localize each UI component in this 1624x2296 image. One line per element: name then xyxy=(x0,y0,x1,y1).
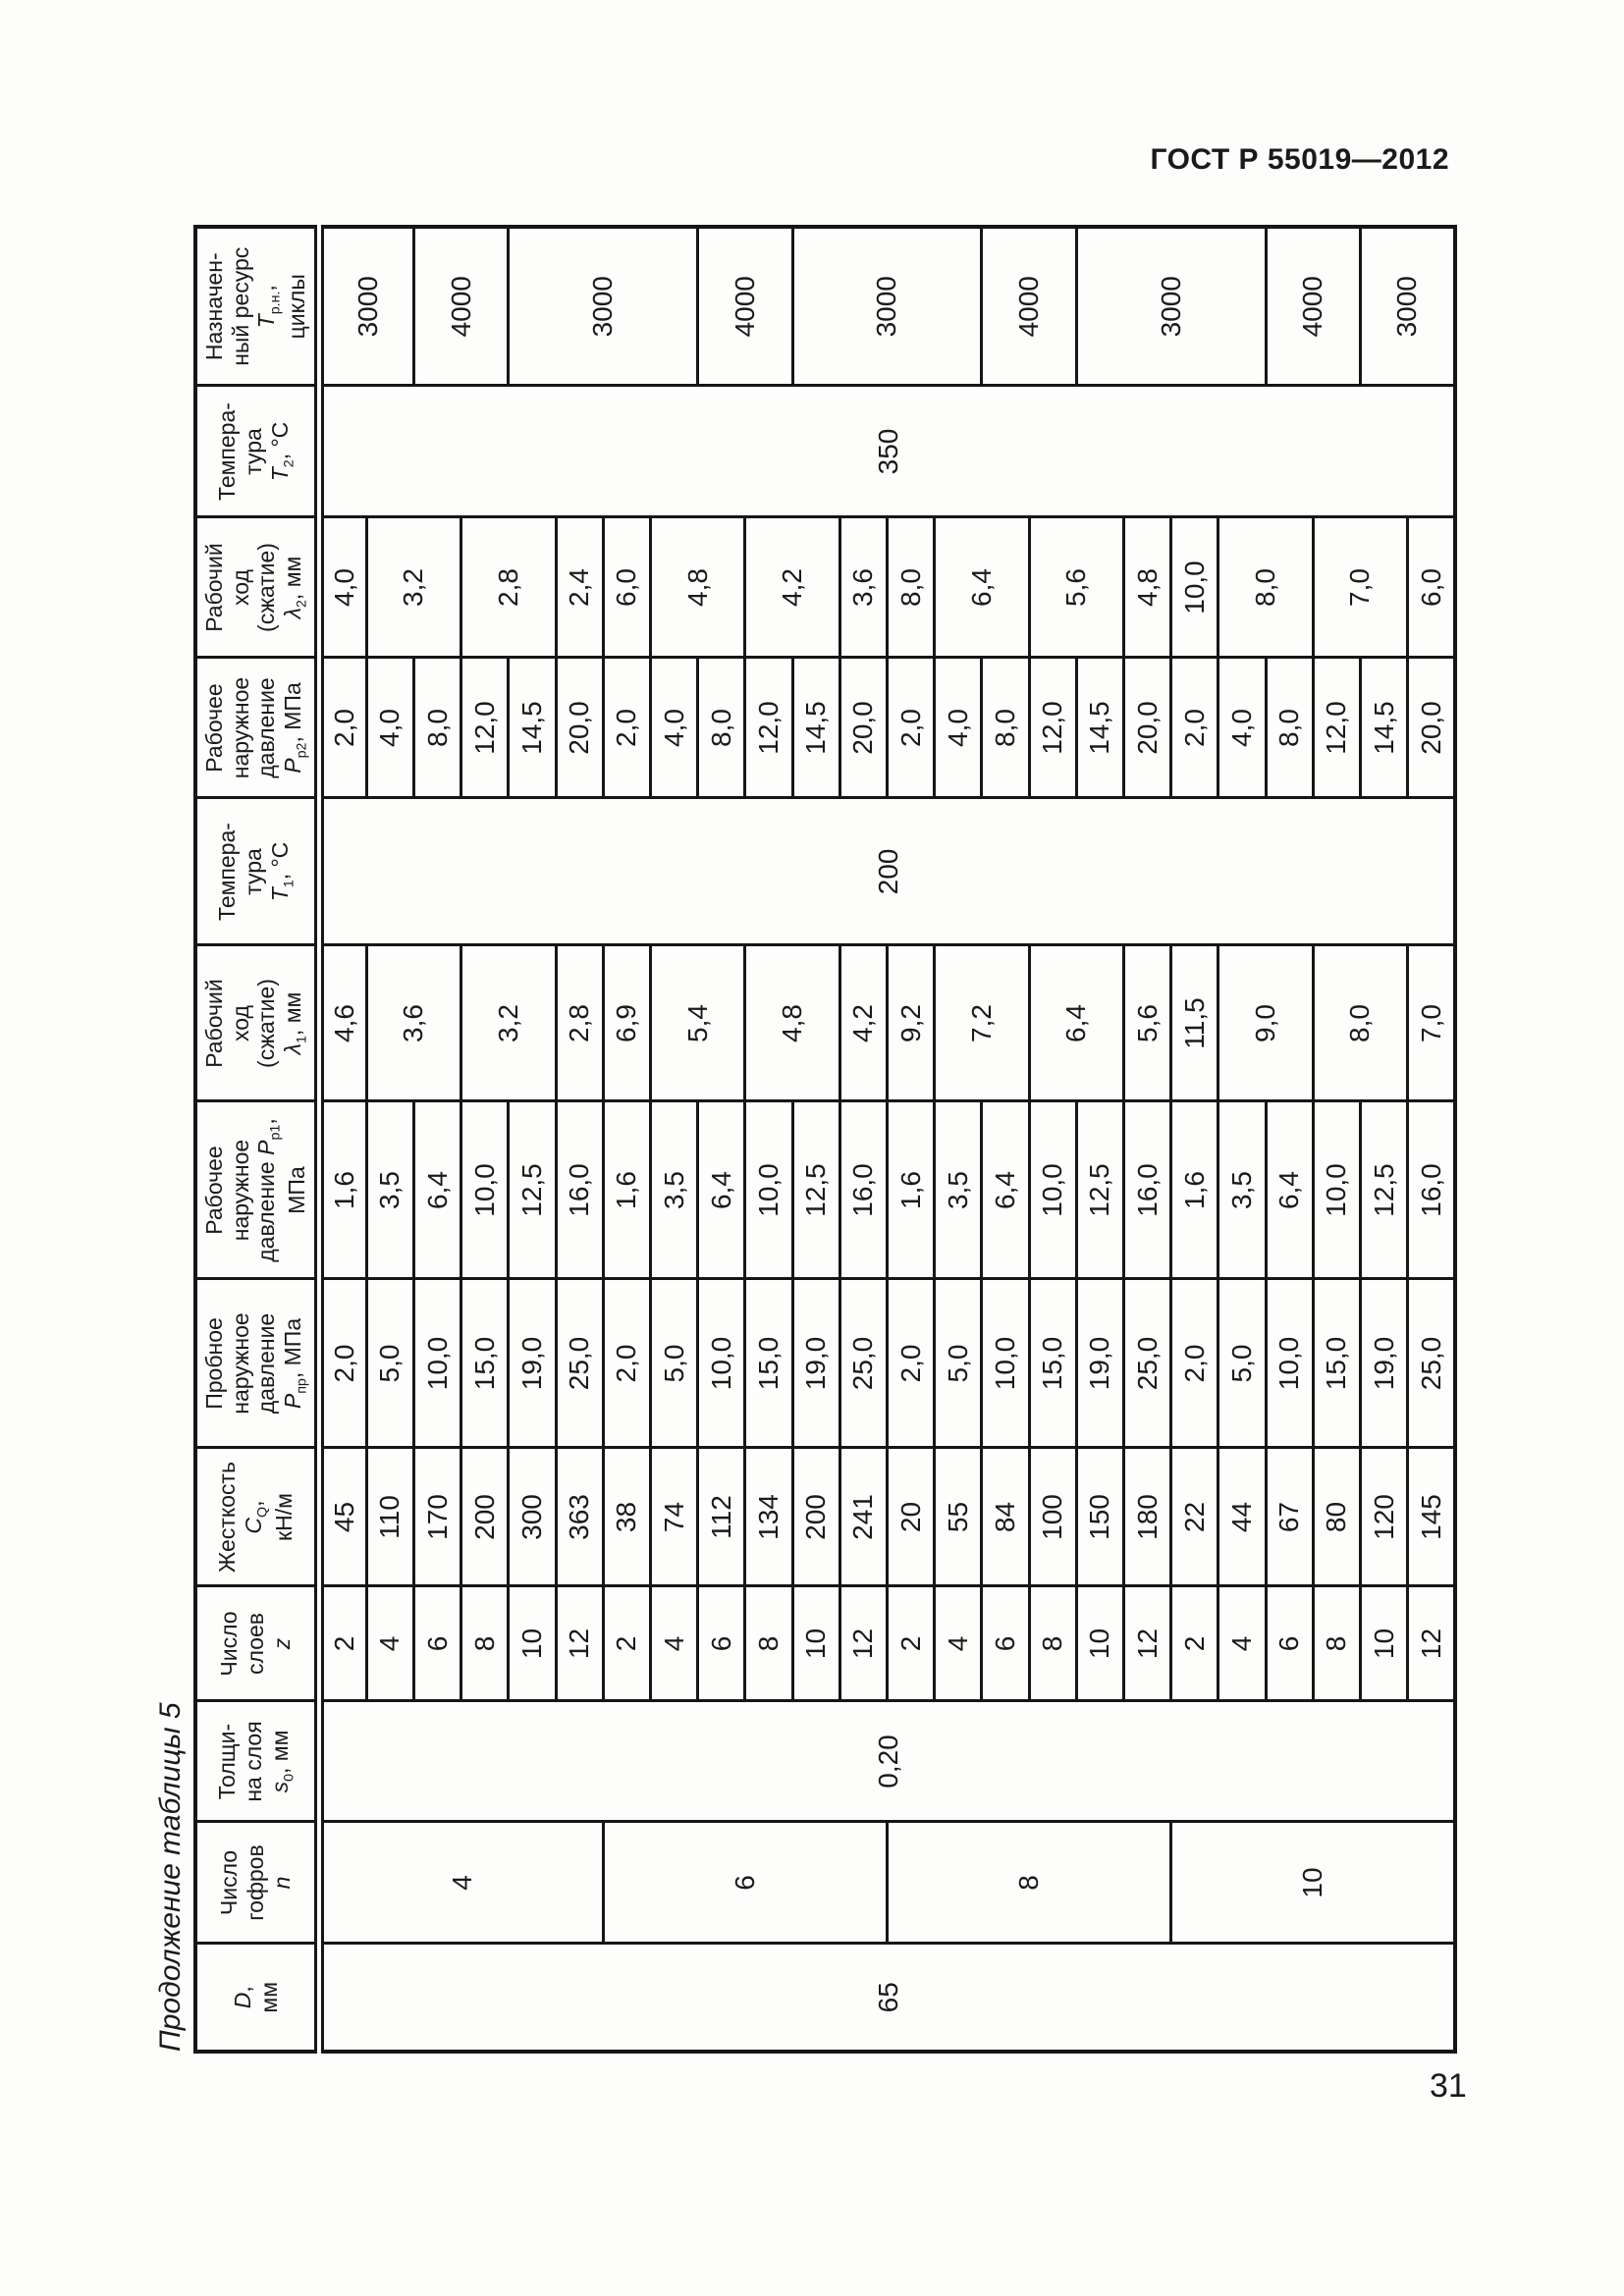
table-cell-resource: 4000 xyxy=(982,227,1076,386)
table-cell-p_pr: 19,0 xyxy=(792,1279,839,1448)
table-cell-lambda2: 4,8 xyxy=(1123,517,1170,658)
table-cell-p_p1: 10,0 xyxy=(745,1101,792,1279)
table-cell-lambda1: 5,4 xyxy=(650,945,744,1101)
table-cell-resource: 4000 xyxy=(698,227,792,386)
table-cell-p_p1: 6,4 xyxy=(982,1101,1029,1279)
table-cell-lambda1: 8,0 xyxy=(1313,945,1407,1101)
table-cell-lambda1: 11,5 xyxy=(1171,945,1218,1101)
table-cell-p_pr: 19,0 xyxy=(1360,1279,1407,1448)
table-cell-p_p2: 12,0 xyxy=(1029,658,1076,798)
table-cell-c: 38 xyxy=(603,1448,650,1586)
table-cell-p_p2: 8,0 xyxy=(1266,658,1313,798)
table-cell-p_p2: 14,5 xyxy=(792,658,839,798)
spec-table xyxy=(193,225,1457,2054)
table-cell-c: 200 xyxy=(461,1448,509,1586)
table-cell-s0: 0,20 xyxy=(319,1701,1455,1822)
column-header-p_p2: Рабочее наружное давление $P_{р2}$, МПа xyxy=(195,658,319,798)
table-cell-p_p1: 12,5 xyxy=(1360,1101,1407,1279)
table-cell-p_pr: 15,0 xyxy=(1029,1279,1076,1448)
table-cell-z: 4 xyxy=(1218,1586,1266,1701)
table-cell-resource: 3000 xyxy=(792,227,982,386)
table-cell-lambda2: 8,0 xyxy=(1218,517,1313,658)
table-cell-p_pr: 25,0 xyxy=(1123,1279,1170,1448)
table-cell-lambda2: 7,0 xyxy=(1313,517,1407,658)
table-cell-lambda2: 10,0 xyxy=(1171,517,1218,658)
table-cell-p_p1: 1,6 xyxy=(1171,1101,1218,1279)
table-cell-lambda1: 2,8 xyxy=(556,945,603,1101)
table-cell-t2: 350 xyxy=(319,386,1455,517)
table-cell-p_p1: 10,0 xyxy=(1313,1101,1360,1279)
table-cell-p_p2: 2,0 xyxy=(319,658,366,798)
spec-table-body xyxy=(319,227,1455,2052)
table-cell-z: 2 xyxy=(319,1586,366,1701)
table-cell-c: 74 xyxy=(650,1448,697,1586)
table-cell-p_pr: 25,0 xyxy=(839,1279,887,1448)
table-cell-p_p2: 4,0 xyxy=(650,658,697,798)
table-cell-c: 45 xyxy=(319,1448,366,1586)
table-cell-p_pr: 25,0 xyxy=(1408,1279,1455,1448)
table-cell-z: 10 xyxy=(1076,1586,1123,1701)
table-cell-lambda2: 4,0 xyxy=(319,517,366,658)
table-cell-p_p1: 10,0 xyxy=(1029,1101,1076,1279)
table-cell-lambda1: 6,9 xyxy=(603,945,650,1101)
table-cell-p_p1: 3,5 xyxy=(366,1101,413,1279)
table-cell-p_p2: 12,0 xyxy=(1313,658,1360,798)
table-cell-z: 12 xyxy=(556,1586,603,1701)
column-header-s0: Толщи- на слоя $s_0$, мм xyxy=(195,1701,319,1822)
table-cell-c: 180 xyxy=(1123,1448,1170,1586)
table-cell-c: 67 xyxy=(1266,1448,1313,1586)
table-cell-p_pr: 2,0 xyxy=(603,1279,650,1448)
table-cell-p_pr: 2,0 xyxy=(319,1279,366,1448)
table-cell-z: 10 xyxy=(792,1586,839,1701)
table-cell-c: 80 xyxy=(1313,1448,1360,1586)
table-cell-lambda1: 3,6 xyxy=(366,945,460,1101)
table-cell-lambda2: 6,4 xyxy=(935,517,1029,658)
table-cell-resource: 3000 xyxy=(1360,227,1455,386)
table-cell-p_p1: 16,0 xyxy=(1408,1101,1455,1279)
table-cell-lambda2: 6,0 xyxy=(603,517,650,658)
table-cell-p_p1: 3,5 xyxy=(935,1101,982,1279)
table-cell-n: 8 xyxy=(887,1822,1170,1944)
table-cell-p_p1: 12,5 xyxy=(1076,1101,1123,1279)
table-cell-c: 145 xyxy=(1408,1448,1455,1586)
table-cell-z: 2 xyxy=(1171,1586,1218,1701)
table-cell-lambda2: 3,2 xyxy=(366,517,460,658)
table-cell-lambda1: 5,6 xyxy=(1123,945,1170,1101)
table-cell-p_p1: 3,5 xyxy=(650,1101,697,1279)
table-cell-c: 363 xyxy=(556,1448,603,1586)
table-cell-t1: 200 xyxy=(319,798,1455,945)
table-cell-d: 65 xyxy=(319,1944,1455,2052)
landscape-table-block xyxy=(154,232,1457,2054)
table-cell-p_p1: 1,6 xyxy=(319,1101,366,1279)
table-cell-p_p1: 16,0 xyxy=(1123,1101,1170,1279)
table-cell-lambda1: 6,4 xyxy=(1029,945,1123,1101)
standard-reference: ГОСТ Р 55019—2012 xyxy=(1150,143,1449,176)
spec-table-head xyxy=(195,227,319,2052)
table-cell-lambda1: 3,2 xyxy=(461,945,556,1101)
table-cell-c: 120 xyxy=(1360,1448,1407,1586)
table-cell-p_pr: 15,0 xyxy=(461,1279,509,1448)
table-cell-z: 2 xyxy=(887,1586,934,1701)
table-cell-lambda1: 4,2 xyxy=(839,945,887,1101)
column-header-t1: Темпера- тура $T_1$, °С xyxy=(195,798,319,945)
table-cell-p_p2: 20,0 xyxy=(1123,658,1170,798)
table-cell-c: 241 xyxy=(839,1448,887,1586)
table-cell-p_pr: 5,0 xyxy=(1218,1279,1266,1448)
table-cell-n: 4 xyxy=(319,1822,603,1944)
table-cell-z: 12 xyxy=(1408,1586,1455,1701)
table-cell-lambda2: 6,0 xyxy=(1408,517,1455,658)
table-cell-p_p2: 20,0 xyxy=(1408,658,1455,798)
table-cell-p_pr: 15,0 xyxy=(745,1279,792,1448)
rotated-table-area xyxy=(154,232,1457,2054)
table-cell-z: 6 xyxy=(982,1586,1029,1701)
table-cell-c: 20 xyxy=(887,1448,934,1586)
table-cell-z: 4 xyxy=(650,1586,697,1701)
column-header-p_p1: Рабочее наружное давление $P_{р1}$, МПа xyxy=(195,1101,319,1279)
column-header-resource: Назначен- ный ресурс $T_{р.н.}$, циклы xyxy=(195,227,319,386)
table-cell-lambda1: 4,8 xyxy=(745,945,839,1101)
table-cell-p_p1: 12,5 xyxy=(509,1101,556,1279)
table-cell-z: 6 xyxy=(698,1586,745,1701)
table-cell-p_pr: 2,0 xyxy=(1171,1279,1218,1448)
table-cell-lambda2: 4,8 xyxy=(650,517,744,658)
table-cell-z: 6 xyxy=(1266,1586,1313,1701)
table-cell-z: 8 xyxy=(1313,1586,1360,1701)
table-cell-p_p2: 4,0 xyxy=(1218,658,1266,798)
table-cell-z: 6 xyxy=(413,1586,460,1701)
table-cell-z: 10 xyxy=(1360,1586,1407,1701)
table-cell-c: 110 xyxy=(366,1448,413,1586)
table-cell-p_pr: 25,0 xyxy=(556,1279,603,1448)
table-cell-p_pr: 10,0 xyxy=(413,1279,460,1448)
table-cell-p_p2: 2,0 xyxy=(887,658,934,798)
table-cell-c: 134 xyxy=(745,1448,792,1586)
column-header-lambda2: Рабочий ход (сжатие) $\lambda_2$, мм xyxy=(195,517,319,658)
table-cell-c: 200 xyxy=(792,1448,839,1586)
table-cell-p_p1: 16,0 xyxy=(556,1101,603,1279)
table-cell-p_p1: 6,4 xyxy=(698,1101,745,1279)
table-cell-lambda2: 8,0 xyxy=(887,517,934,658)
column-header-t2: Темпера- тура $T_2$, °С xyxy=(195,386,319,517)
table-cell-c: 112 xyxy=(698,1448,745,1586)
table-cell-p_pr: 5,0 xyxy=(366,1279,413,1448)
table-cell-p_p1: 6,4 xyxy=(413,1101,460,1279)
page-number: 31 xyxy=(1430,2067,1467,2105)
table-cell-p_p1: 1,6 xyxy=(887,1101,934,1279)
table-cell-p_p2: 14,5 xyxy=(509,658,556,798)
table-cell-c: 150 xyxy=(1076,1448,1123,1586)
table-cell-c: 44 xyxy=(1218,1448,1266,1586)
table-cell-p_p2: 8,0 xyxy=(982,658,1029,798)
table-cell-resource: 3000 xyxy=(509,227,698,386)
table-cell-p_p1: 6,4 xyxy=(1266,1101,1313,1279)
column-header-n: Число гофров n xyxy=(195,1822,319,1944)
column-header-d: D, мм xyxy=(195,1944,319,2052)
table-cell-c: 22 xyxy=(1171,1448,1218,1586)
column-header-z: Число слоев z xyxy=(195,1586,319,1701)
column-header-c: Жесткость $C_Q$, кН/м xyxy=(195,1448,319,1586)
table-cell-c: 84 xyxy=(982,1448,1029,1586)
table-cell-lambda1: 4,6 xyxy=(319,945,366,1101)
table-cell-lambda2: 2,8 xyxy=(461,517,556,658)
table-cell-z: 12 xyxy=(1123,1586,1170,1701)
table-cell-p_pr: 10,0 xyxy=(698,1279,745,1448)
table-cell-z: 8 xyxy=(461,1586,509,1701)
table-row xyxy=(319,227,366,2052)
table-cell-p_p1: 12,5 xyxy=(792,1101,839,1279)
table-cell-c: 170 xyxy=(413,1448,460,1586)
table-cell-lambda1: 7,0 xyxy=(1408,945,1455,1101)
table-cell-p_p2: 4,0 xyxy=(366,658,413,798)
table-cell-p_p2: 14,5 xyxy=(1360,658,1407,798)
table-cell-z: 8 xyxy=(745,1586,792,1701)
table-cell-p_p2: 2,0 xyxy=(1171,658,1218,798)
table-cell-lambda2: 3,6 xyxy=(839,517,887,658)
table-cell-p_pr: 2,0 xyxy=(887,1279,934,1448)
table-cell-resource: 3000 xyxy=(319,227,413,386)
table-cell-p_p1: 3,5 xyxy=(1218,1101,1266,1279)
table-cell-p_pr: 15,0 xyxy=(1313,1279,1360,1448)
table-cell-p_pr: 5,0 xyxy=(935,1279,982,1448)
table-cell-z: 12 xyxy=(839,1586,887,1701)
table-cell-p_p1: 16,0 xyxy=(839,1101,887,1279)
table-cell-z: 2 xyxy=(603,1586,650,1701)
table-cell-lambda2: 5,6 xyxy=(1029,517,1123,658)
table-caption: Продолжение таблицы 5 xyxy=(154,1702,187,2052)
table-cell-lambda1: 7,2 xyxy=(935,945,1029,1101)
table-cell-p_pr: 10,0 xyxy=(982,1279,1029,1448)
table-cell-resource: 4000 xyxy=(1266,227,1360,386)
table-cell-lambda2: 2,4 xyxy=(556,517,603,658)
table-cell-p_p2: 8,0 xyxy=(698,658,745,798)
table-cell-lambda1: 9,2 xyxy=(887,945,934,1101)
table-cell-p_p2: 8,0 xyxy=(413,658,460,798)
table-cell-n: 10 xyxy=(1171,1822,1455,1944)
table-cell-p_p1: 1,6 xyxy=(603,1101,650,1279)
table-cell-resource: 4000 xyxy=(413,227,508,386)
table-cell-z: 4 xyxy=(935,1586,982,1701)
table-cell-p_pr: 19,0 xyxy=(509,1279,556,1448)
table-cell-p_p2: 12,0 xyxy=(745,658,792,798)
table-cell-c: 55 xyxy=(935,1448,982,1586)
table-cell-z: 4 xyxy=(366,1586,413,1701)
table-cell-p_pr: 19,0 xyxy=(1076,1279,1123,1448)
table-cell-p_pr: 5,0 xyxy=(650,1279,697,1448)
table-cell-p_p2: 2,0 xyxy=(603,658,650,798)
table-cell-p_p2: 12,0 xyxy=(461,658,509,798)
table-cell-z: 10 xyxy=(509,1586,556,1701)
column-header-lambda1: Рабочий ход (сжатие) $\lambda_1$, мм xyxy=(195,945,319,1101)
table-cell-n: 6 xyxy=(603,1822,887,1944)
table-cell-lambda2: 4,2 xyxy=(745,517,839,658)
table-cell-p_p2: 4,0 xyxy=(935,658,982,798)
table-cell-p_p2: 20,0 xyxy=(839,658,887,798)
table-cell-p_pr: 10,0 xyxy=(1266,1279,1313,1448)
table-cell-z: 8 xyxy=(1029,1586,1076,1701)
column-header-p_pr: Пробное наружное давление $P_{пр}$, МПа xyxy=(195,1279,319,1448)
table-cell-p_p1: 10,0 xyxy=(461,1101,509,1279)
table-cell-c: 100 xyxy=(1029,1448,1076,1586)
table-cell-c: 300 xyxy=(509,1448,556,1586)
table-cell-p_p2: 14,5 xyxy=(1076,658,1123,798)
table-cell-resource: 3000 xyxy=(1076,227,1266,386)
table-cell-p_p2: 20,0 xyxy=(556,658,603,798)
table-cell-lambda1: 9,0 xyxy=(1218,945,1313,1101)
